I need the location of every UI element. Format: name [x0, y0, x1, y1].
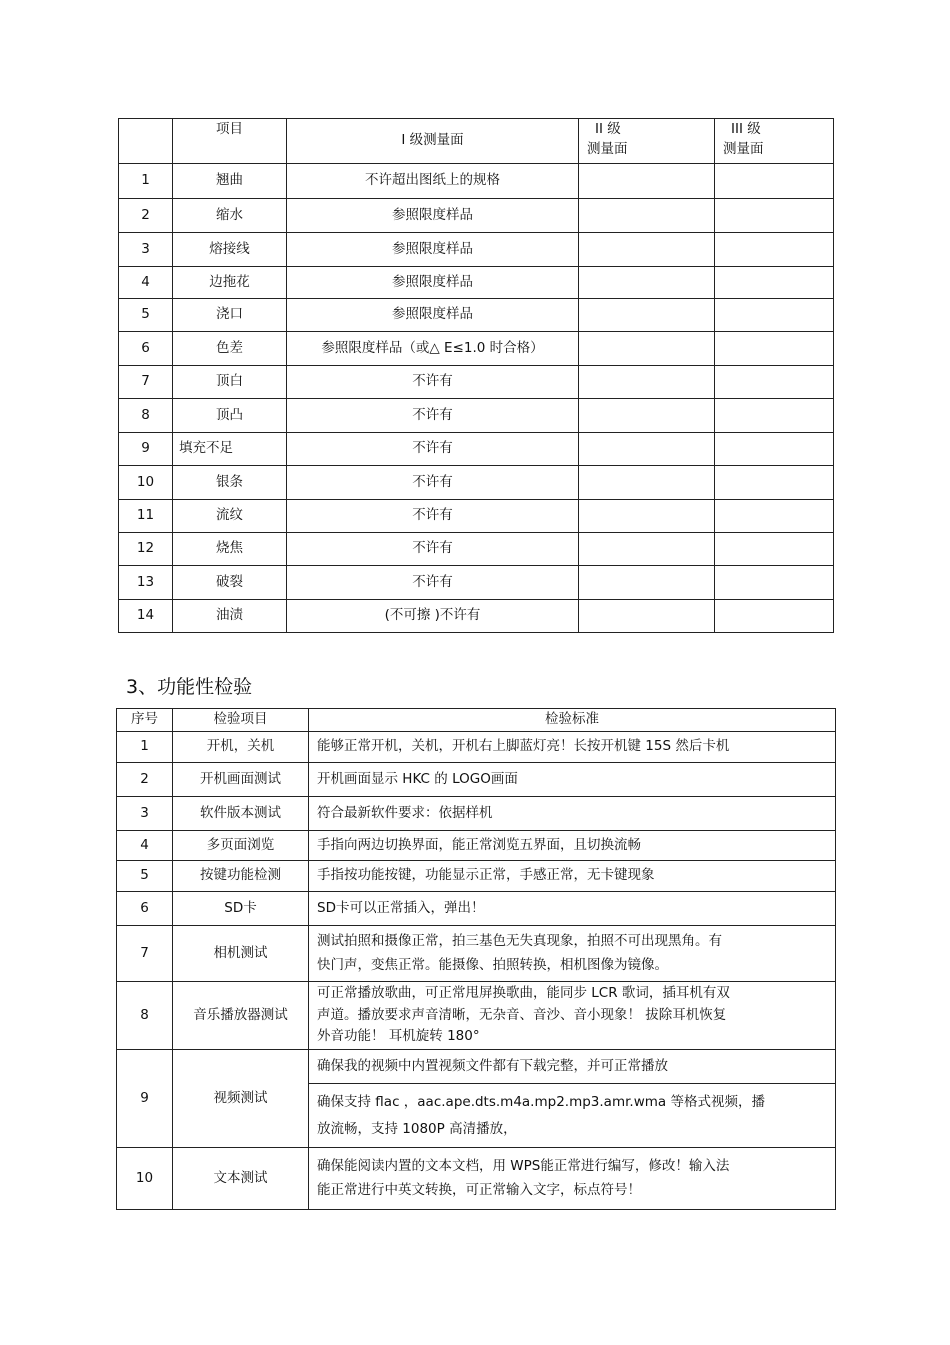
row-level3: [715, 500, 834, 533]
row-test-item: SD卡: [173, 892, 309, 926]
row-seq: 9: [117, 1050, 173, 1148]
standard-line: 放流畅，支持 1080P 高清播放，: [317, 1120, 517, 1137]
table-row: [119, 533, 834, 566]
table-row: [119, 500, 834, 533]
row-test-item: 音乐播放器测试: [173, 982, 309, 1050]
row-no: 14: [119, 600, 173, 633]
row-item: 色差: [173, 332, 287, 366]
row-level1: 参照限度样品: [287, 267, 579, 299]
row-standard: [309, 1148, 836, 1210]
row-level3: [715, 332, 834, 366]
row-no: 2: [119, 199, 173, 233]
row-level1: 不许有: [287, 533, 579, 566]
header-standard: 检验标准: [309, 709, 836, 732]
row-level2: [579, 500, 715, 533]
row-level3: [715, 267, 834, 299]
row-level1: (不可擦 )不许有: [287, 600, 579, 633]
table-row: [119, 199, 834, 233]
row-no: 11: [119, 500, 173, 533]
standard-line: 测试拍照和摄像正常，拍三基色无失真现象，拍照不可出现黑角。有: [317, 932, 722, 949]
row-level2: [579, 466, 715, 500]
table-row: [117, 892, 836, 926]
row-item: 熔接线: [173, 233, 287, 267]
standard-line: 能够正常开机，关机，开机右上脚蓝灯亮！长按开机键 15S 然后卡机: [317, 738, 730, 755]
header-level2-line2: 测量面: [587, 140, 628, 157]
row-level1: 不许有: [287, 366, 579, 399]
table-row: [117, 982, 836, 1050]
table-row: [117, 926, 836, 982]
row-level2: [579, 533, 715, 566]
standard-line: 能正常进行中英文转换，可正常输入文字，标点符号！: [317, 1181, 641, 1198]
row-level3: [715, 366, 834, 399]
row-seq: 2: [117, 763, 173, 797]
table-row: [119, 299, 834, 332]
header-level2-line1: II 级: [595, 121, 621, 137]
row-level1: 不许有: [287, 566, 579, 600]
row-test-item: 视频测试: [173, 1050, 309, 1148]
table-row: [119, 433, 834, 466]
standard-line: 开机画面显示 HKC 的 LOGO画面: [317, 770, 518, 787]
header-level2: [579, 119, 715, 164]
row-seq: 4: [117, 831, 173, 861]
row-standard: [309, 1084, 836, 1148]
row-item: 顶凸: [173, 399, 287, 433]
row-test-item: 开机画面测试: [173, 763, 309, 797]
row-standard: [309, 861, 836, 892]
row-level1: 参照限度样品: [287, 199, 579, 233]
row-seq: 10: [117, 1148, 173, 1210]
section-title: 3、功能性检验: [126, 676, 253, 698]
row-level2: [579, 164, 715, 199]
row-test-item: 按键功能检测: [173, 861, 309, 892]
standard-line: 确保支持 flac ，aac.ape.dts.m4a.mp2.mp3.amr.wma 等格式视频，播: [317, 1094, 765, 1111]
table-row: [119, 267, 834, 299]
row-seq: 8: [117, 982, 173, 1050]
function-test-table: [116, 708, 836, 1210]
row-item: 流纹: [173, 500, 287, 533]
row-item: 浇口: [173, 299, 287, 332]
row-item: 破裂: [173, 566, 287, 600]
row-level3: [715, 566, 834, 600]
row-standard: [309, 732, 836, 763]
row-level1: 不许有: [287, 433, 579, 466]
row-level3: [715, 299, 834, 332]
row-level2: [579, 433, 715, 466]
row-level3: [715, 164, 834, 199]
row-level2: [579, 299, 715, 332]
table-row: [119, 332, 834, 366]
row-level2: [579, 566, 715, 600]
row-level3: [715, 433, 834, 466]
row-level2: [579, 267, 715, 299]
table-row: [117, 861, 836, 892]
row-level2: [579, 233, 715, 267]
row-item: 油渍: [173, 600, 287, 633]
row-seq: 6: [117, 892, 173, 926]
defect-table: [118, 118, 834, 633]
row-level2: [579, 332, 715, 366]
row-standard: [309, 982, 836, 1050]
row-no: 4: [119, 267, 173, 299]
row-level1: 参照限度样品: [287, 233, 579, 267]
row-no: 6: [119, 332, 173, 366]
table-row: [119, 164, 834, 199]
standard-line: 符合最新软件要求：依据样机: [317, 804, 493, 821]
table-row: [117, 831, 836, 861]
row-item: 填充不足: [173, 433, 287, 466]
header-level3-line1: III 级: [731, 121, 761, 137]
row-item: 缩水: [173, 199, 287, 233]
row-seq: 3: [117, 797, 173, 831]
row-seq: 7: [117, 926, 173, 982]
row-standard: [309, 926, 836, 982]
standard-line: 快门声，变焦正常。能摄像、拍照转换，相机图像为镜像。: [317, 956, 668, 973]
row-level3: [715, 466, 834, 500]
header-test-item: 检验项目: [173, 709, 309, 732]
row-standard: [309, 763, 836, 797]
header-no: [119, 119, 173, 164]
row-level1: 参照限度样品（或△ E≤1.0 时合格）: [287, 332, 579, 366]
row-no: 5: [119, 299, 173, 332]
row-level1: 不许超出图纸上的规格: [287, 164, 579, 199]
row-level3: [715, 399, 834, 433]
row-level3: [715, 233, 834, 267]
row-item: 翘曲: [173, 164, 287, 199]
header-level1: I 级测量面: [287, 119, 579, 164]
row-no: 7: [119, 366, 173, 399]
row-test-item: 文本测试: [173, 1148, 309, 1210]
standard-line: 手指按功能按键，功能显示正常，手感正常，无卡键现象: [317, 867, 655, 884]
row-seq: 5: [117, 861, 173, 892]
standard-line: 手指向两边切换界面，能正常浏览五界面，且切换流畅: [317, 836, 641, 853]
table-row: [119, 366, 834, 399]
row-no: 8: [119, 399, 173, 433]
standard-line: 声道。播放要求声音清晰，无杂音、音沙、音小现象！ 拔除耳机恢复: [317, 1006, 727, 1023]
row-test-item: 软件版本测试: [173, 797, 309, 831]
row-no: 12: [119, 533, 173, 566]
table-row: [119, 399, 834, 433]
function-table-header: [117, 709, 836, 732]
standard-line: 外音功能！ 耳机旋转 180°: [317, 1028, 480, 1045]
defect-table-header: [119, 119, 834, 164]
table-row: [117, 1050, 836, 1084]
standard-line: SD卡可以正常插入，弹出！: [317, 899, 485, 916]
row-test-item: 多页面浏览: [173, 831, 309, 861]
row-level3: [715, 199, 834, 233]
row-standard: [309, 892, 836, 926]
table-row: [117, 1148, 836, 1210]
row-no: 13: [119, 566, 173, 600]
row-standard: [309, 1050, 836, 1084]
table-row: [117, 732, 836, 763]
table-row: [119, 600, 834, 633]
row-no: 1: [119, 164, 173, 199]
row-level3: [715, 600, 834, 633]
table-row: [119, 233, 834, 267]
row-level1: 不许有: [287, 466, 579, 500]
header-seq: 序号: [117, 709, 173, 732]
table-row: [117, 797, 836, 831]
row-level3: [715, 533, 834, 566]
row-item: 边拖花: [173, 267, 287, 299]
row-item: 烧焦: [173, 533, 287, 566]
row-test-item: 开机，关机: [173, 732, 309, 763]
row-item: 顶白: [173, 366, 287, 399]
header-level3: [715, 119, 834, 164]
row-no: 9: [119, 433, 173, 466]
header-item: 项目: [173, 119, 287, 164]
row-level2: [579, 399, 715, 433]
table-row: [117, 763, 836, 797]
row-level2: [579, 366, 715, 399]
row-level1: 不许有: [287, 399, 579, 433]
row-level1: 不许有: [287, 500, 579, 533]
row-level1: 参照限度样品: [287, 299, 579, 332]
row-no: 3: [119, 233, 173, 267]
row-level2: [579, 199, 715, 233]
table-row: [119, 566, 834, 600]
row-item: 银条: [173, 466, 287, 500]
standard-line: 确保能阅读内置的文本文档，用 WPS能正常进行编写，修改！输入法: [317, 1157, 730, 1174]
header-level3-line2: 测量面: [723, 140, 764, 157]
table-row: [119, 466, 834, 500]
row-test-item: 相机测试: [173, 926, 309, 982]
row-no: 10: [119, 466, 173, 500]
row-standard: [309, 831, 836, 861]
standard-line: 可正常播放歌曲，可正常甩屏换歌曲，能同步 LCR 歌词，插耳机有双: [317, 985, 730, 1002]
row-seq: 1: [117, 732, 173, 763]
row-standard: [309, 797, 836, 831]
row-level2: [579, 600, 715, 633]
standard-line: 确保我的视频中内置视频文件都有下载完整，并可正常播放: [317, 1057, 668, 1074]
